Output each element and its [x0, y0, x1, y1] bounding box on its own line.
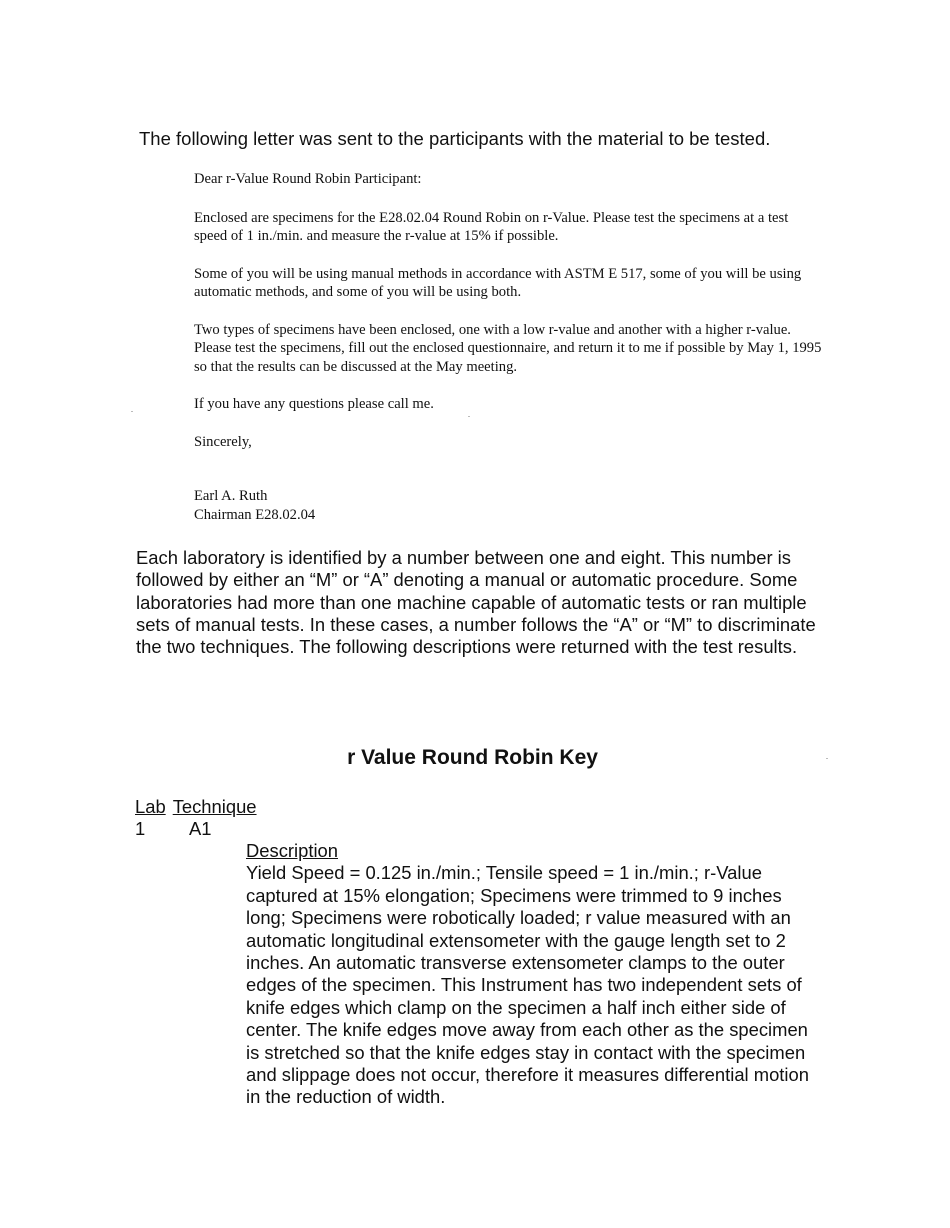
letter-salutation: Dear r-Value Round Robin Participant: [194, 171, 422, 187]
intro-text: The following letter was sent to the participants with the material to be tested. [139, 128, 771, 149]
key-title: r Value Round Robin Key [347, 746, 598, 769]
lab-number: 1 [135, 818, 146, 839]
letter-paragraph: Some of you will be using manual methods in accordance with ASTM E 517, some of you will be using automatic methods, and some of you will be using both. [194, 265, 802, 300]
letter-closing: Sincerely, [194, 433, 252, 450]
scan-speck [131, 411, 133, 412]
technique-header: Technique [172, 796, 257, 817]
description-header: Description [246, 840, 338, 861]
letter-paragraph: Enclosed are specimens for the E28.02.04 Round Robin on r-Value. Please test the specimens at a test speed of 1 in./min. and measure the r-value at 15% if possible. [194, 209, 789, 244]
letter [194, 170, 824, 524]
key-description [246, 840, 821, 1109]
scan-speck [468, 416, 470, 417]
explanation-paragraph: Each laboratory is identified by a number between one and eight. This number is followed by either an “M” or “A” denoting a manual or automatic procedure. Some laboratories had more than one machine capable of automatic tests or ran multiple sets of manual tests. In these cases, a number follows the “A” or “M” to discriminate the two techniques. The following descriptions were returned with the test results. [136, 547, 816, 658]
signer-name: Earl A. Ruth [194, 488, 268, 504]
technique-code: A1 [189, 818, 212, 839]
letter-paragraph: If you have any questions please call me. [194, 396, 434, 412]
scan-speck [826, 758, 828, 759]
key-row [135, 818, 212, 840]
letter-paragraph: Two types of specimens have been enclosed, one with a low r-value and another with a higher r-value. Please test the specimens, fill out the enclosed questionnaire, and return it to me if possible by May 1, 1995 so that the results can be discussed at the May meeting. [194, 321, 822, 375]
description-text: Yield Speed = 0.125 in./min.; Tensile speed = 1 in./min.; r-Value captured at 15% elongation; Specimens were trimmed to 9 inches long; Specimens were robotically loaded; r value measured with an automatic longitudinal extensometer with the gauge length set to 2 inches. An automatic transverse extensometer clamps to the outer edges of the specimen. This Instrument has two independent sets of knife edges which clamp on the specimen a half inch either side of center. The knife edges move away from each other as the specimen is stretched so that the knife edges stay in contact with the specimen and slippage does not occur, therefore it measures differential motion in the reduction of width. [246, 862, 809, 1108]
signer-title: Chairman E28.02.04 [194, 506, 316, 523]
lab-header: Lab [135, 796, 166, 817]
key-column-headers [135, 796, 257, 818]
